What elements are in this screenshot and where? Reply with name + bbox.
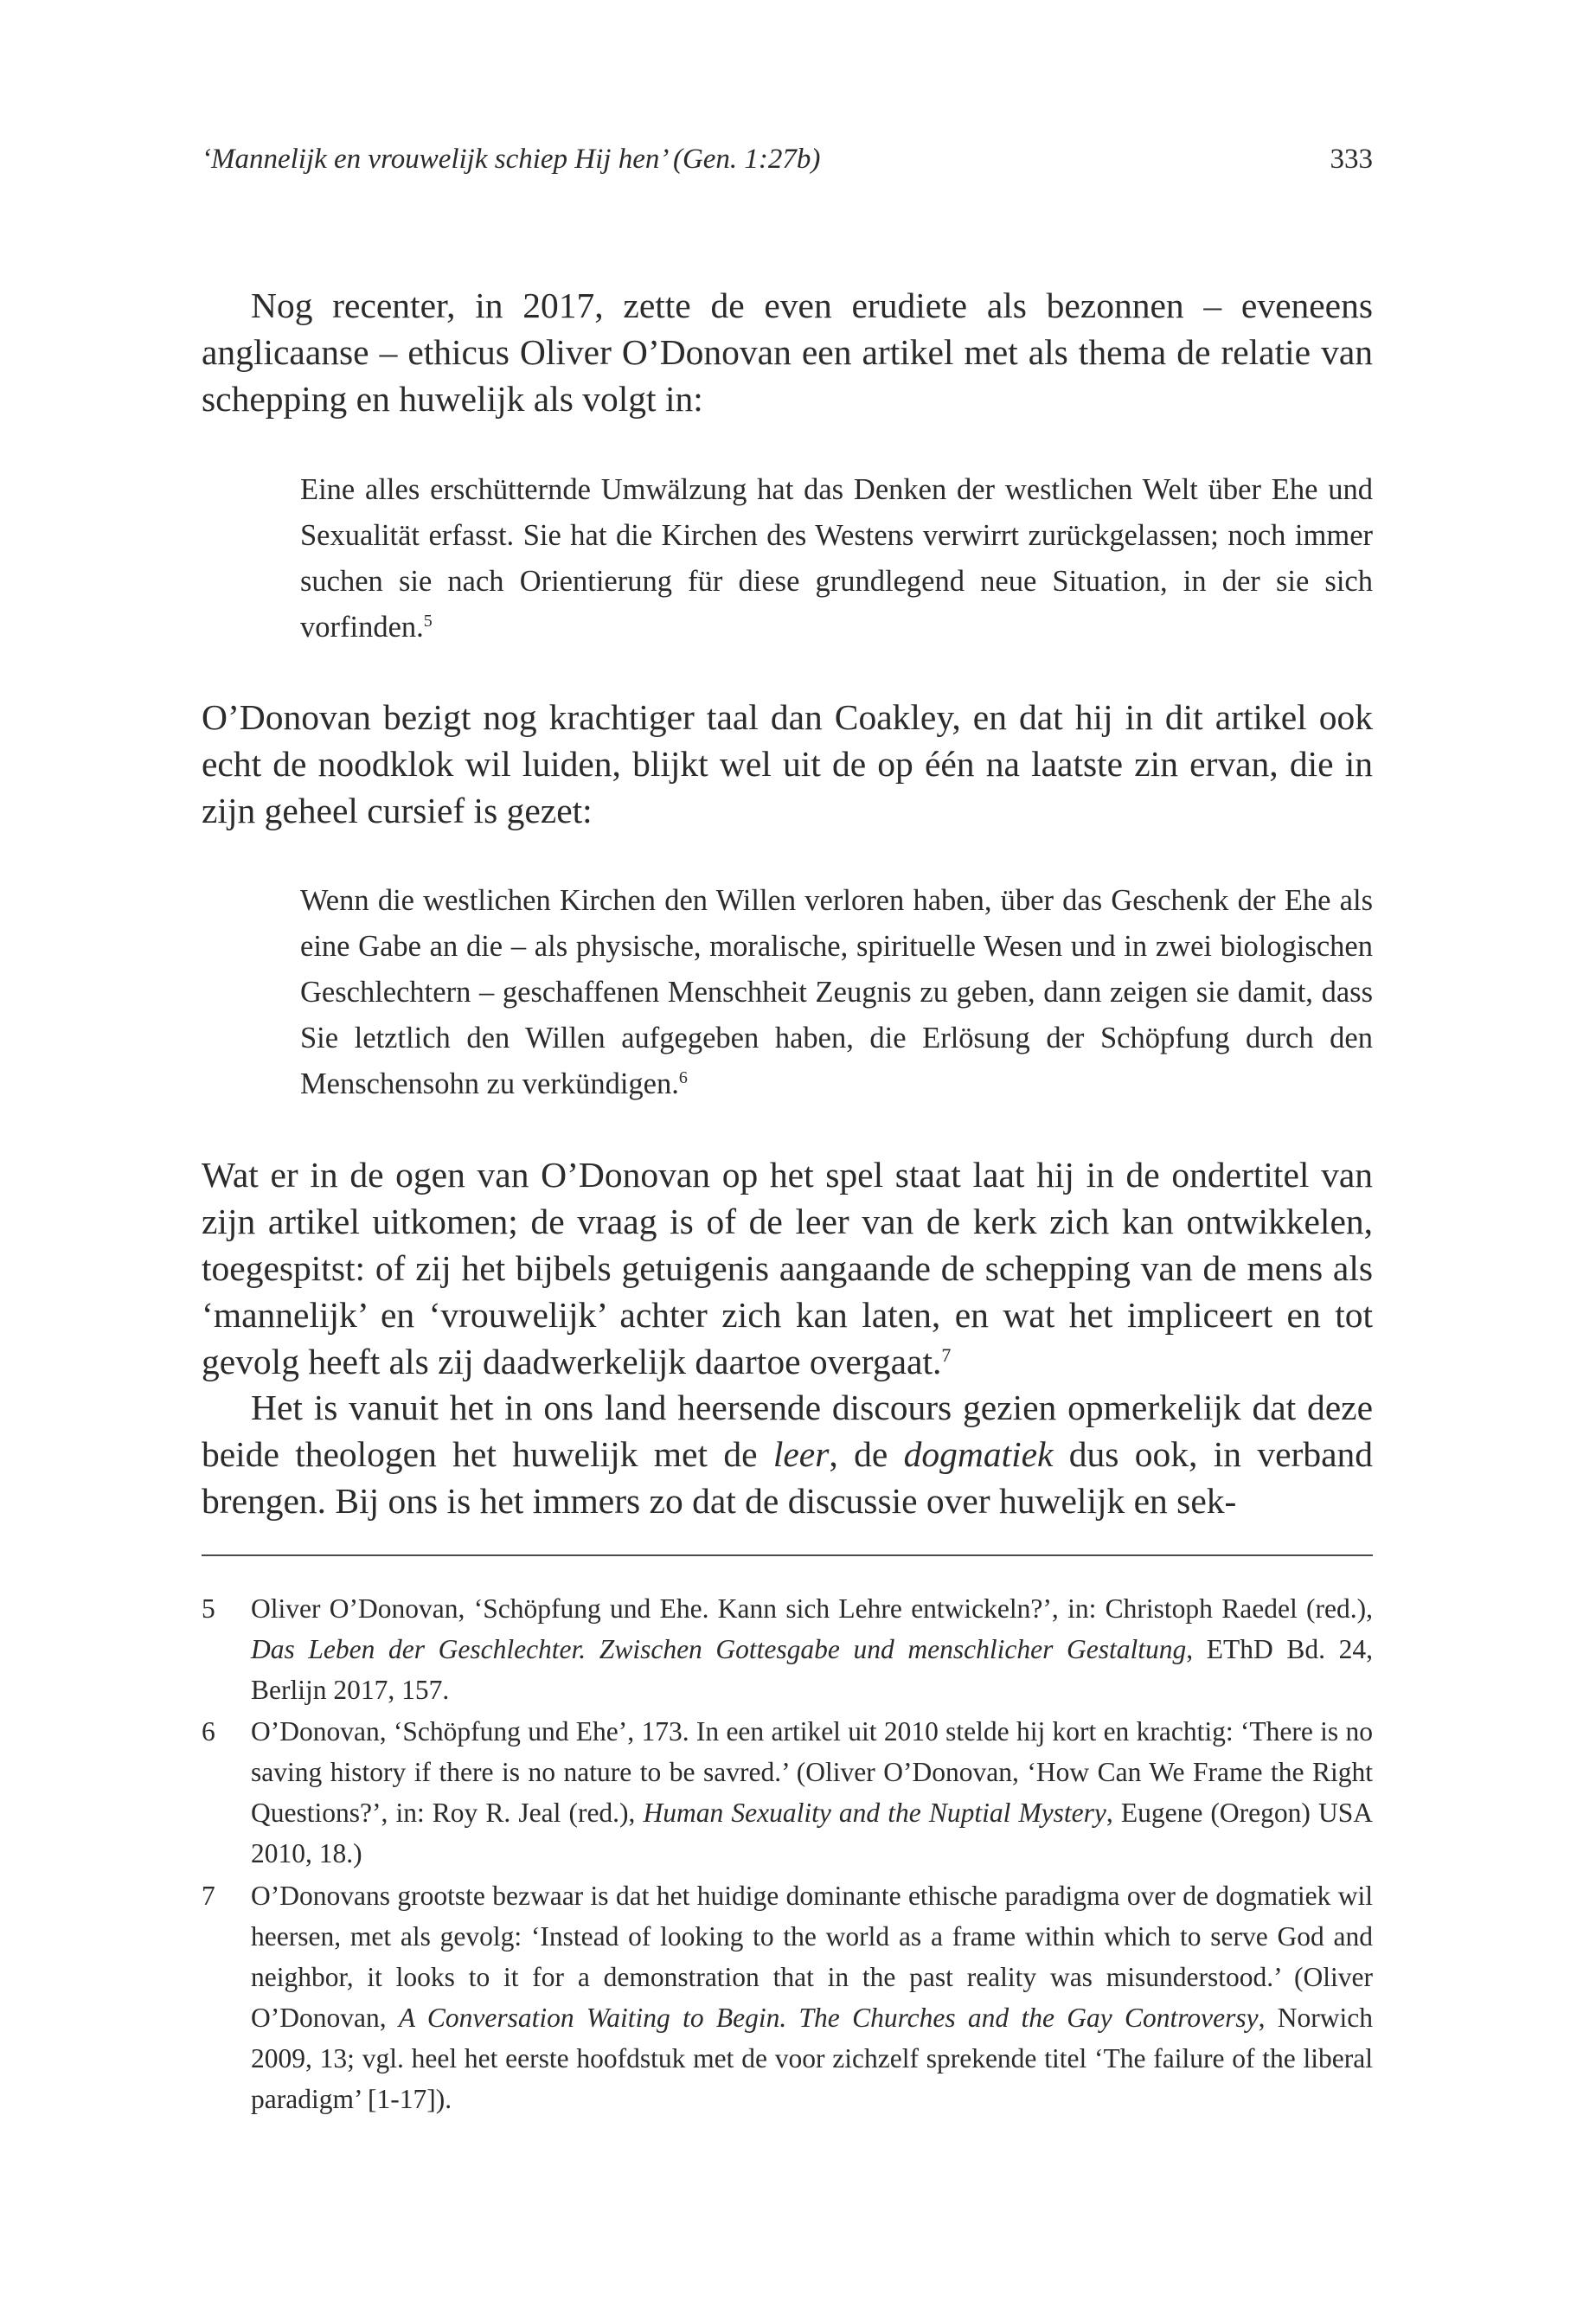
footnote-text <box>251 1875 1373 2119</box>
paragraph-4 <box>202 1384 1373 1524</box>
footnote-text-part: O’Donovans grootste bezwaar is dat het huidige dominante ethische paradigma over de dogmatiek wil heersen, met als gevolg: ‘Instead of looking to the world as a frame within which to serve God and neighbor, it looks to it for a demonstration that in the past reality was misunderstood.’ (Oliver O’Donovan, <box>251 1881 1373 2033</box>
footnote-6 <box>202 1711 1373 1874</box>
paragraph-3 <box>202 1151 1373 1385</box>
running-head <box>202 138 1373 180</box>
paragraph-1: Nog recenter, in 2017, zette de even erudiete als bezonnen – eveneens anglicaanse – ethicus Oliver O’Donovan een artikel met als thema de relatie van schepping en huwelijk als volgt in: <box>202 285 1373 419</box>
running-head-title: ‘Mannelijk en vrouwelijk schiep Hij hen’ (Gen. 1:27b) <box>202 144 821 175</box>
paragraph-2: O’Donovan bezigt nog krachtiger taal dan Coakley, en dat hij in dit artikel ook echt de noodklok wil luiden, blijkt wel uit de op één na laatste zin ervan, die in zijn geheel cursief is gezet: <box>202 697 1373 830</box>
footnote-ref-7: 7 <box>941 1344 952 1366</box>
footnote-divider <box>202 1554 1373 1556</box>
footnote-text <box>251 1588 1373 1710</box>
paragraph-3-text: Wat er in de ogen van O’Donovan op het spel staat laat hij in de ondertitel van zijn artikel uitkomen; de vraag is of de leer van de kerk zich kan ontwikkelen, toegespitst: of zij het bijbels getuigenis aangaande de schepping van de mens als ‘mannelijk’ en ‘vrouwelijk’ achter zich kan laten, en wat het impliceert en tot gevolg heeft als zij daadwerkelijk daartoe overgaat. <box>202 1155 1373 1381</box>
paragraph-4-text-3: dus ook, in verband brengen. Bij ons is het immers zo dat de discussie over huwelijk en sek- <box>202 1434 1374 1521</box>
block-quote-2 <box>300 878 1373 1107</box>
footnote-title-italic: A Conversation Waiting to Begin. The Churches and the Gay Controversy <box>398 2003 1259 2033</box>
footnote-7 <box>202 1875 1373 2119</box>
footnote-ref-5: 5 <box>423 612 433 631</box>
emphasis-dogmatiek: dogmatiek <box>903 1434 1054 1474</box>
footnote-ref-6: 6 <box>678 1068 688 1087</box>
paragraph-4-text-1: Het is vanuit het in ons land heersende discours gezien opmerkelijk dat deze beide theologen het huwelijk met de <box>202 1388 1373 1474</box>
footnote-number: 5 <box>202 1593 215 1624</box>
footnote-text <box>251 1711 1373 1874</box>
footnote-text-part: , EThD Bd. 24, Berlijn 2017, 157. <box>251 1634 1373 1705</box>
footnote-number: 7 <box>202 1881 215 1911</box>
page-number: 333 <box>1330 144 1373 175</box>
block-quote-2-text: Wenn die westlichen Kirchen den Willen verloren haben, über das Geschenk der Ehe als eine Gabe an die – als physische, moralische, spirituelle Wesen und in zwei biologischen Geschlechtern – geschaffenen Menschheit Zeugnis zu geben, dann zeigen sie damit, dass Sie letztlich den Willen aufgegeben haben, die Erlösung der Schöpfung durch den Menschensohn zu verkündigen. <box>300 884 1373 1100</box>
footnote-text-part: O’Donovan, ‘Schöpfung und Ehe’, 173. In een artikel uit 2010 stelde hij kort en krachtig: ‘There is no saving history if there is no nature to be savred.’ (Oliver O’Donovan, ‘How Can We Frame the Right Questions?’, in: Roy R. Jeal (red.), <box>251 1716 1373 1828</box>
footnote-text-part: , Eugene (Oregon) USA 2010, 18.) <box>251 1798 1373 1868</box>
footnote-5 <box>202 1588 1373 1710</box>
block-quote-1 <box>300 467 1373 651</box>
footnote-text-part: Oliver O’Donovan, ‘Schöpfung und Ehe. Kann sich Lehre entwickeln?’, in: Christoph Raedel (red.), <box>251 1593 1373 1624</box>
footnote-title-italic: Das Leben der Geschlechter. Zwischen Gottesgabe und menschlicher Gestaltung <box>251 1634 1187 1664</box>
footnote-text-part: , Norwich 2009, 13; vgl. heel het eerste hoofdstuk met de voor zichzelf sprekende titel ‘The failure of the liberal paradigm’ [1-17]). <box>251 2003 1374 2114</box>
emphasis-leer: leer <box>772 1434 830 1474</box>
footnote-title-italic: Human Sexuality and the Nuptial Mystery <box>643 1798 1106 1828</box>
block-quote-1-text: Eine alles erschütternde Umwälzung hat das Denken der westlichen Welt über Ehe und Sexualität erfasst. Sie hat die Kirchen des Westens verwirrt zurückgelassen; noch immer suchen sie nach Orientierung für diese grundlegend neue Situation, in der sie sich vorfinden. <box>300 473 1373 644</box>
footnote-number: 6 <box>202 1716 215 1747</box>
paragraph-4-text-2: , de <box>829 1434 904 1474</box>
